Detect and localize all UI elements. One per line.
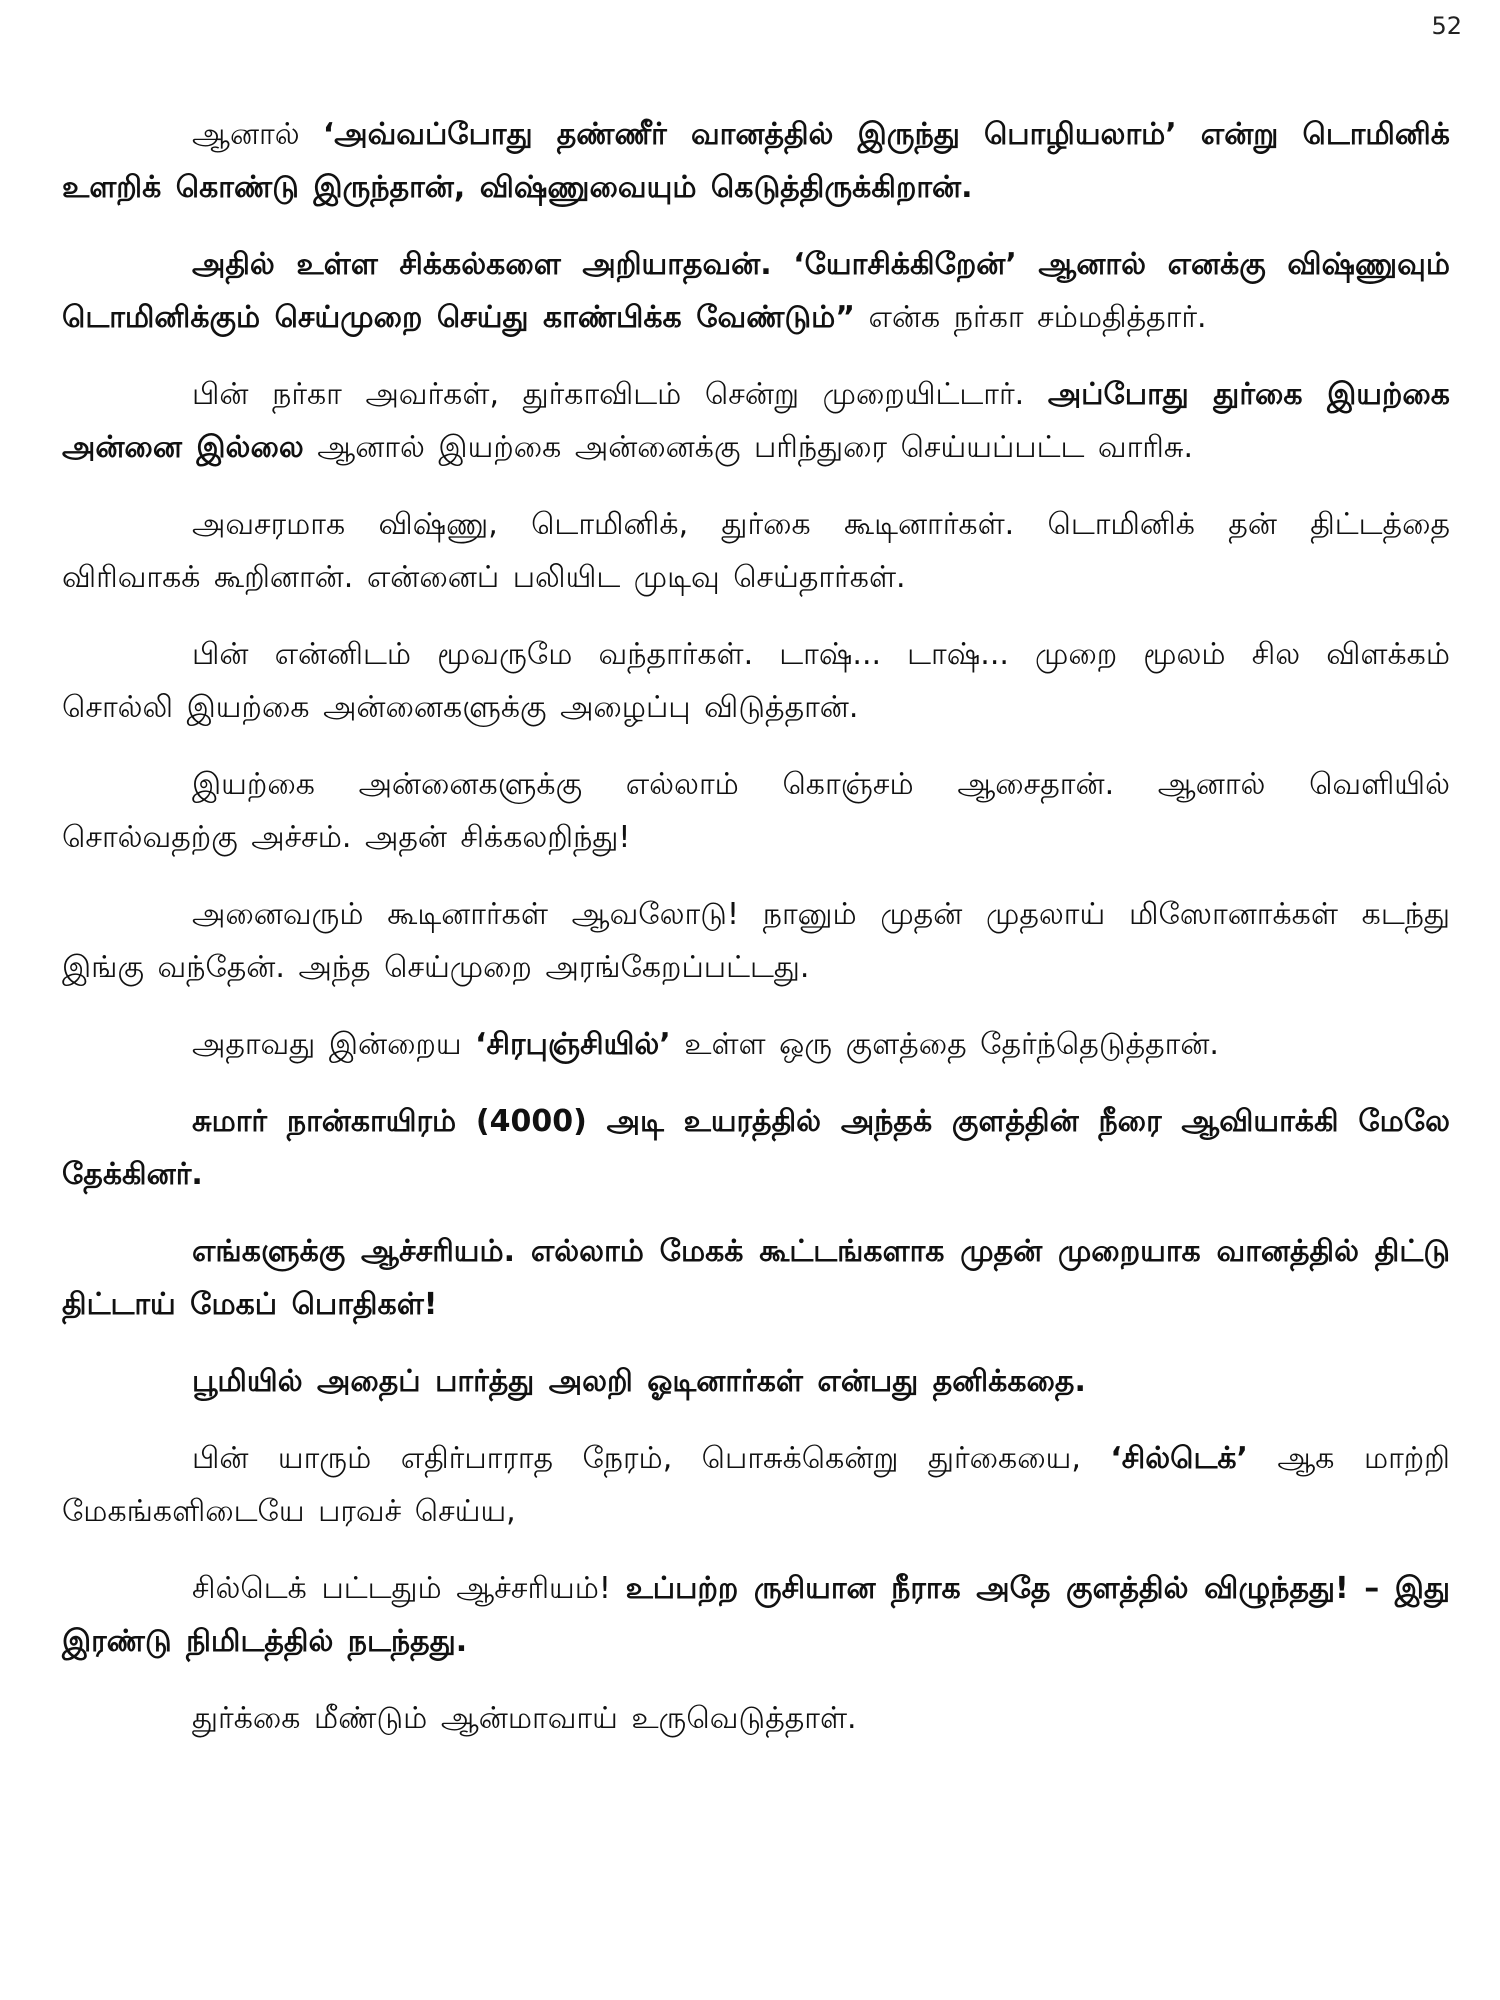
- paragraph-12-part-3: ஆக மாற்றி மேகங்களிடையே பரவச் செய்ய,: [62, 1441, 1450, 1529]
- paragraph-6: இயற்கை அன்னைகளுக்கு எல்லாம் கொஞ்சம் ஆசைதான். ஆனால் வெளியில் சொல்வதற்கு அச்சம். அதன் சிக்கலறிந்து!: [62, 767, 1450, 855]
- paragraph-8-part-2: ‘சிரபுஞ்சியில்’: [475, 1027, 671, 1062]
- paragraph-12: [62, 1432, 1450, 1538]
- paragraph-1: [62, 108, 1450, 214]
- paragraph-7: அனைவரும் கூடினார்கள் ஆவலோடு! நானும் முதன் முதலாய் மிஸோனாக்கள் கடந்து இங்கு வந்தேன். அந்த செய்முறை அரங்கேறப்பட்டது.: [62, 897, 1450, 985]
- paragraph-12-part-1: பின் யாரும் எதிர்பாராத நேரம், பொசுக்கென்று துர்கையை,: [192, 1441, 1111, 1476]
- page-number: 52: [1431, 12, 1462, 40]
- paragraph-10: எங்களுக்கு ஆச்சரியம். எல்லாம் மேகக் கூட்டங்களாக முதன் முறையாக வானத்தில் திட்டு திட்டாய் மேகப் பொதிகள்!: [62, 1234, 1450, 1322]
- paragraph-2-bold: அதில் உள்ள சிக்கல்களை அறியாதவன். ‘யோசிக்கிறேன்’ ஆனால் எனக்கு விஷ்ணுவும் டொமினிக்கும் செய்முறை செய்து காண்பிக்க வேண்டும்”: [62, 247, 1450, 335]
- paragraph-8-part-3: உள்ள ஒரு குளத்தை தேர்ந்தெடுத்தான்.: [670, 1027, 1219, 1062]
- paragraph-3-part-2: அப்போது துர்கை இயற்கை அன்னை இல்லை: [62, 377, 1450, 465]
- paragraph-14: துர்க்கை மீண்டும் ஆன்மாவாய் உருவெடுத்தாள்.: [192, 1701, 857, 1736]
- paragraph-12-part-2: ‘சில்டெக்’: [1110, 1441, 1248, 1476]
- paragraph-2-tail: என்க நர்கா சம்மதித்தார்.: [855, 300, 1207, 335]
- paragraph-3: [62, 368, 1450, 474]
- paragraph-9: சுமார் நான்காயிரம் (4000) அடி உயரத்தில் அந்தக் குளத்தின் நீரை ஆவியாக்கி மேலே தேக்கினர்.: [62, 1104, 1450, 1192]
- paragraph-8: [62, 1018, 1450, 1071]
- paragraph-11: பூமியில் அதைப் பார்த்து அலறி ஓடினார்கள் என்பது தனிக்கதை.: [192, 1364, 1086, 1399]
- paragraph-3-part-1: பின் நர்கா அவர்கள், துர்காவிடம் சென்று முறையிட்டார்.: [192, 377, 1048, 412]
- paragraph-8-part-1: அதாவது இன்றைய: [192, 1027, 476, 1062]
- page-body: [62, 108, 1450, 1769]
- paragraph-1-part-1: ஆனால்: [192, 117, 323, 152]
- paragraph-1-part-2: ‘அவ்வப்போது தண்ணீர் வானத்தில் இருந்து பொழியலாம்’ என்று டொமினிக் உளறிக் கொண்டு இருந்தான், விஷ்ணுவையும் கெடுத்திருக்கிறான்.: [62, 117, 1450, 205]
- paragraph-3-part-3: ஆனால் இயற்கை அன்னைக்கு பரிந்துரை செய்யப்பட்ட வாரிசு.: [303, 430, 1194, 465]
- paragraph-13: [62, 1562, 1450, 1668]
- paragraph-4: அவசரமாக விஷ்ணு, டொமினிக், துர்கை கூடினார்கள். டொமினிக் தன் திட்டத்தை விரிவாகக் கூறினான். என்னைப் பலியிட முடிவு செய்தார்கள்.: [62, 507, 1450, 595]
- paragraph-13-part-2: உப்பற்ற ருசியான நீராக அதே குளத்தில் விழுந்தது! – இது இரண்டு நிமிடத்தில் நடந்தது.: [62, 1571, 1450, 1659]
- paragraph-5: பின் என்னிடம் மூவருமே வந்தார்கள். டாஷ்... டாஷ்... முறை மூலம் சில விளக்கம் சொல்லி இயற்கை அன்னைகளுக்கு அழைப்பு விடுத்தான்.: [62, 637, 1450, 725]
- paragraph-2: [62, 238, 1450, 344]
- paragraph-13-part-1: சில்டெக் பட்டதும் ஆச்சரியம்!: [192, 1571, 626, 1606]
